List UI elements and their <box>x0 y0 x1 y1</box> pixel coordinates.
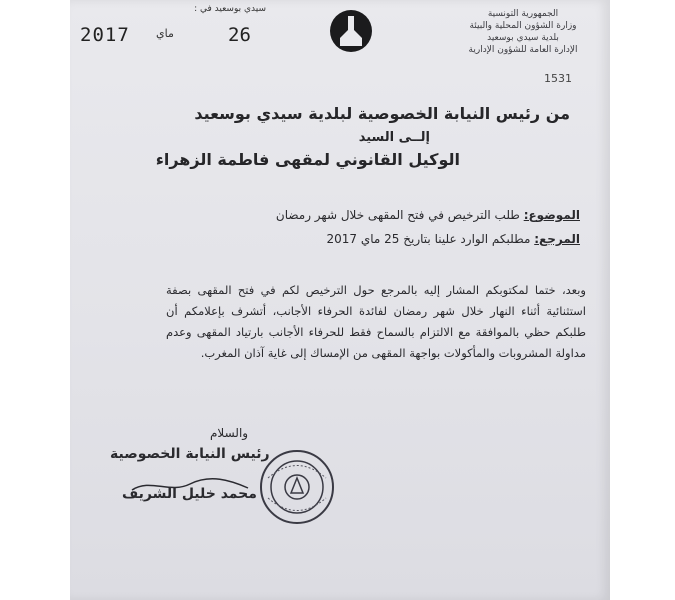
official-round-seal-icon <box>258 448 336 526</box>
subject-label: الموضوع: <box>523 208 580 222</box>
ministry-line: بلدية سيدي بوسعيد <box>487 33 559 43</box>
reference-label: المرجع: <box>534 232 580 246</box>
ministry-header <box>458 8 588 56</box>
subject-text: طلب الترخيص في فتح المقهى خلال شهر رمضان <box>275 208 520 222</box>
subject-line <box>276 208 580 222</box>
reference-number: 1531 <box>544 72 572 85</box>
closing-salutation: والسلام <box>210 426 249 440</box>
signature-scribble-icon <box>130 476 250 496</box>
reference-line <box>327 232 580 246</box>
ministry-line: وزارة الشؤون المحلية والبيئة <box>469 21 577 31</box>
handwritten-day: 26 <box>228 24 251 46</box>
letter-body: وبعد، ختما لمكتوبكم المشار إليه بالمرجع حول الترخيص لكم في فتح المقهى بصفة استثنائية أثناء النهار خلال شهر رمضان لفائدة الحرفاء الأجانب، أتشرف بإعلامكم أن طلبكم حظي بالموافقة مع الالتزام بالسماح فقط للحرفاء الأجانب بارتياد المقهى وعدم مداولة المشروبات والمأكولات بواجهة المقهى من الإمساك إلى غاية آذان المغرب. <box>166 283 586 360</box>
recipient-line: الوكيل القانوني لمقهى فاطمة الزهراء <box>155 150 460 169</box>
signatory-name: محمد خليل الشريف <box>122 486 257 502</box>
ministry-line: الجمهورية التونسية <box>487 9 559 19</box>
sender-line: من رئيس النيابة الخصوصية لبلدية سيدي بوسعيد <box>194 104 570 123</box>
letter-page <box>70 0 610 600</box>
handwritten-year: 2017 <box>80 24 130 46</box>
to-line: إلــى السيد <box>358 130 430 145</box>
handwritten-month: ماي <box>156 27 174 40</box>
signatory-title: رئيس النيابة الخصوصية <box>110 446 270 462</box>
received-date-stamp-label: سيدي بوسعيد في : <box>194 4 266 14</box>
ministry-line: الإدارة العامة للشؤون الإدارية <box>468 45 578 55</box>
municipality-emblem-icon <box>328 8 374 54</box>
reference-text: مطلبكم الوارد علينا بتاريخ 25 ماي 2017 <box>326 232 531 246</box>
